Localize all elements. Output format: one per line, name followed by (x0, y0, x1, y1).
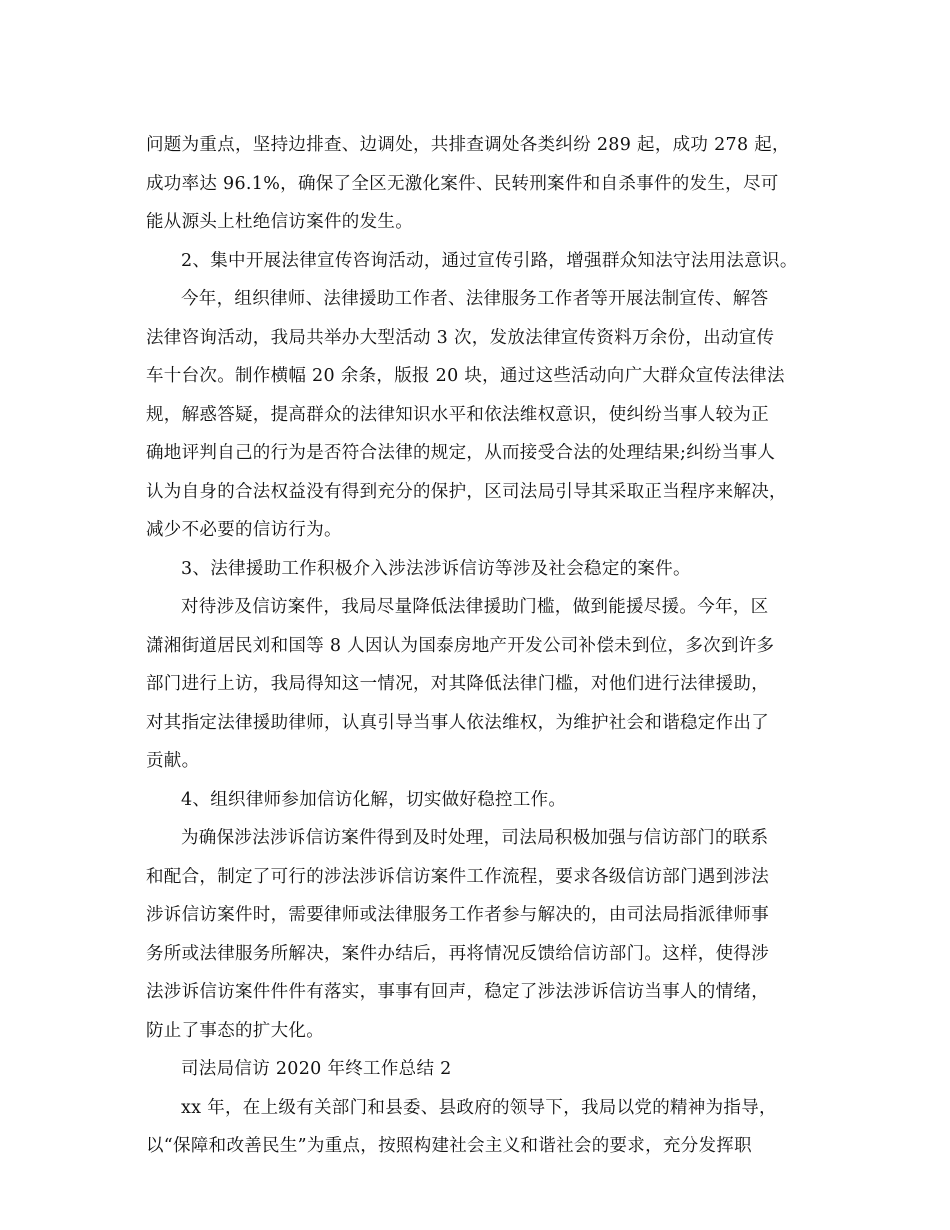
text-line: 问题为重点，坚持边排查、边调处，共排查调处各类纠纷 289 起，成功 278 起， (146, 135, 790, 155)
text-line: 防止了事态的扩大化。 (146, 1020, 324, 1041)
text-line: 务所或法律服务所解决，案件办结后，再将情况反馈给信访部门。这样，使得涉 (146, 943, 769, 964)
text-line: 对待涉及信访案件，我局尽量降低法律援助门槛，做到能援尽援。今年，区 (181, 597, 769, 617)
document-body (146, 126, 826, 1166)
text-line: 今年，组织律师、法律援助工作者、法律服务工作者等开展法制宣传、解答 (181, 289, 769, 309)
text-line: 和配合，制定了可行的涉法涉诉信访案件工作流程，要求各级信访部门遇到涉法 (146, 866, 769, 887)
text-line: 法涉诉信访案件件件有落实，事事有回声，稳定了涉法涉诉信访当事人的情绪， (146, 982, 769, 1002)
text-line: 成功率达 96.1%，确保了全区无激化案件、民转刑案件和自杀事件的发生，尽可 (146, 173, 779, 194)
text-line: 规，解惑答疑，提高群众的法律知识水平和依法维权意识，使纠纷当事人较为正 (146, 404, 769, 425)
section-heading-4: 4、组织律师参加信访化解，切实做好稳控工作。 (181, 789, 567, 810)
text-line: 车十台次。制作横幅 20 余条，版报 20 块，通过这些活动向广大群众宣传法律法 (146, 366, 785, 386)
text-line: 以“保障和改善民生”为重点，按照构建社会主义和谐社会的要求，充分发挥职 (146, 1136, 752, 1156)
text-line: 认为自身的合法权益没有得到充分的保护，区司法局引导其采取正当程序来解决， (146, 481, 787, 502)
text-line: 贡献。 (146, 751, 200, 771)
section-heading-2: 2、集中开展法律宣传咨询活动，通过宣传引路，增强群众知法守法用法意识。 (181, 250, 798, 271)
text-line: 为确保涉法涉诉信访案件得到及时处理，司法局积极加强与信访部门的联系 (181, 828, 769, 848)
text-line: 潇湘街道居民刘和国等 8 人因认为国泰房地产开发公司补偿未到位，多次到许多 (146, 635, 775, 656)
text-line: 涉诉信访案件时，需要律师或法律服务工作者参与解决的，由司法局指派律师事 (146, 905, 769, 925)
document-subtitle: 司法局信访 2020 年终工作总结 2 (181, 1059, 452, 1079)
text-line: 法律咨询活动，我局共举办大型活动 3 次，发放法律宣传资料万余份，出动宣传 (146, 327, 775, 348)
text-line: 减少不必要的信访行为。 (146, 520, 342, 540)
section-heading-3: 3、法律援助工作积极介入涉法涉诉信访等涉及社会稳定的案件。 (181, 558, 691, 579)
text-line: xx 年，在上级有关部门和县委、县政府的领导下，我局以党的精神为指导， (181, 1097, 777, 1118)
text-line: 对其指定法律援助律师，认真引导当事人依法维权，为维护社会和谐稳定作出了 (146, 712, 769, 733)
text-line: 确地评判自己的行为是否符合法律的规定，从而接受合法的处理结果;纠纷当事人 (146, 443, 776, 463)
text-line: 能从源头上杜绝信访案件的发生。 (146, 212, 413, 232)
text-line: 部门进行上访，我局得知这一情况，对其降低法律门槛，对他们进行法律援助， (146, 674, 769, 694)
